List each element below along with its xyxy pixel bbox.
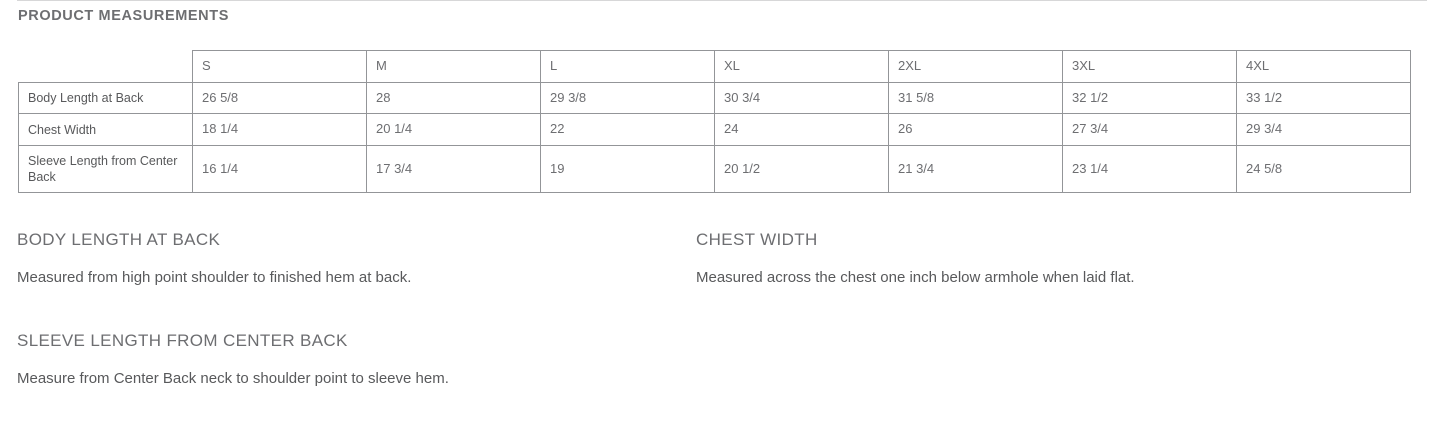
column-header-3xl: 3XL xyxy=(1063,51,1237,83)
column-header-2xl: 2XL xyxy=(889,51,1063,83)
cell-body-length-s: 26 5/8 xyxy=(193,82,367,114)
description-sleeve-length xyxy=(17,331,677,389)
cell-sleeve-length-s: 16 1/4 xyxy=(193,145,367,192)
cell-chest-width-s: 18 1/4 xyxy=(193,114,367,146)
cell-sleeve-length-xl: 20 1/2 xyxy=(715,145,889,192)
top-divider xyxy=(17,0,1427,1)
column-header-xl: XL xyxy=(715,51,889,83)
table-corner-cell xyxy=(19,51,193,83)
description-chest-width xyxy=(696,230,1396,288)
description-body-length xyxy=(17,230,677,288)
cell-body-length-l: 29 3/8 xyxy=(541,82,715,114)
cell-chest-width-m: 20 1/4 xyxy=(367,114,541,146)
cell-sleeve-length-4xl: 24 5/8 xyxy=(1237,145,1411,192)
cell-chest-width-l: 22 xyxy=(541,114,715,146)
measurements-table-container xyxy=(18,50,1410,193)
cell-body-length-4xl: 33 1/2 xyxy=(1237,82,1411,114)
row-label-chest-width: Chest Width xyxy=(19,114,193,146)
table-header xyxy=(19,51,1411,83)
cell-sleeve-length-l: 19 xyxy=(541,145,715,192)
cell-body-length-xl: 30 3/4 xyxy=(715,82,889,114)
row-label-sleeve-length: Sleeve Length from Center Back xyxy=(19,145,193,192)
row-label-body-length: Body Length at Back xyxy=(19,82,193,114)
column-header-m: M xyxy=(367,51,541,83)
column-header-4xl: 4XL xyxy=(1237,51,1411,83)
cell-sleeve-length-3xl: 23 1/4 xyxy=(1063,145,1237,192)
description-text-sleeve-length: Measure from Center Back neck to shoulder point to sleeve hem. xyxy=(17,370,449,387)
table-header-row xyxy=(19,51,1411,83)
table-row xyxy=(19,82,1411,114)
description-heading-sleeve-length: SLEEVE LENGTH FROM CENTER BACK xyxy=(17,331,348,350)
description-text-chest-width: Measured across the chest one inch below armhole when laid flat. xyxy=(696,269,1135,286)
cell-chest-width-4xl: 29 3/4 xyxy=(1237,114,1411,146)
cell-body-length-m: 28 xyxy=(367,82,541,114)
table-row xyxy=(19,114,1411,146)
cell-chest-width-2xl: 26 xyxy=(889,114,1063,146)
cell-sleeve-length-m: 17 3/4 xyxy=(367,145,541,192)
cell-chest-width-3xl: 27 3/4 xyxy=(1063,114,1237,146)
column-header-s: S xyxy=(193,51,367,83)
cell-body-length-3xl: 32 1/2 xyxy=(1063,82,1237,114)
cell-sleeve-length-2xl: 21 3/4 xyxy=(889,145,1063,192)
cell-chest-width-xl: 24 xyxy=(715,114,889,146)
description-heading-body-length: BODY LENGTH AT BACK xyxy=(17,230,221,249)
cell-body-length-2xl: 31 5/8 xyxy=(889,82,1063,114)
measurements-table xyxy=(18,50,1411,193)
page-title: PRODUCT MEASUREMENTS xyxy=(18,8,229,24)
column-header-l: L xyxy=(541,51,715,83)
table-body xyxy=(19,82,1411,192)
table-row xyxy=(19,145,1411,192)
description-text-body-length: Measured from high point shoulder to finished hem at back. xyxy=(17,269,412,286)
description-heading-chest-width: CHEST WIDTH xyxy=(696,230,818,249)
